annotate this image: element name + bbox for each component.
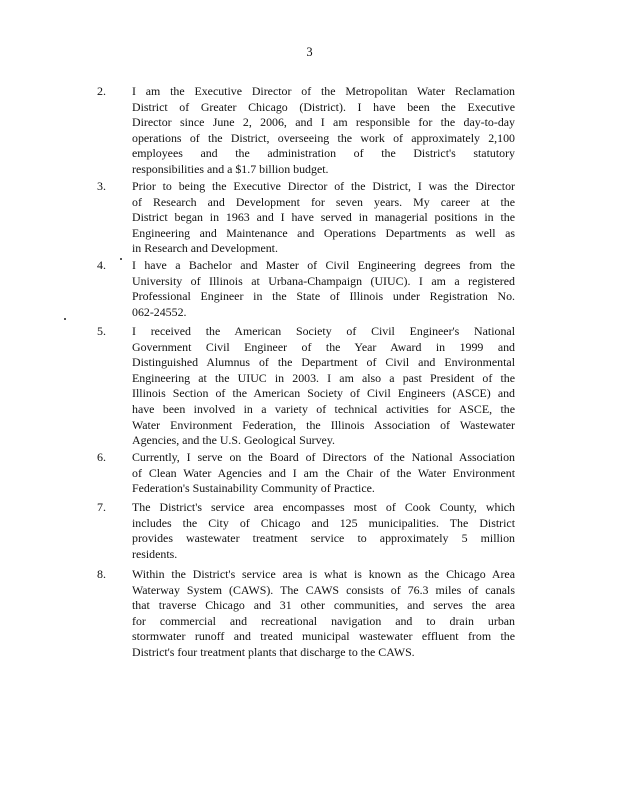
paragraph-text [132,324,515,449]
text-line: provides wastewater treatment service to approximately 5 million [132,531,515,546]
text-line: Currently, I serve on the Board of Directors of the National Association [132,450,515,464]
text-line: The District's service area encompasses most of Cook County, which [132,500,515,514]
paragraph-text [132,450,515,497]
paragraph-number: 2. [97,84,106,98]
paragraph-number: 7. [97,500,106,514]
text-line: in Research and Development. [132,241,278,256]
text-line: I am the Executive Director of the Metropolitan Water Reclamation [132,84,515,98]
paragraph-number: 3. [97,179,106,193]
text-line: Illinois Section of the American Society of Civil Engineers (ASCE) and [132,386,515,401]
text-line: 062-24552. [132,304,187,319]
text-line: for commercial and recreational navigation and to drain urban [132,613,515,628]
text-line: residents. [132,546,178,561]
text-line: Waterway System (CAWS). The CAWS consists of 76.3 miles of canals [132,582,515,597]
page-number: 3 [306,45,313,59]
text-line: Water Environment Federation, the Illinois Association of Wastewater [132,417,515,432]
text-line: Director since June 2, 2006, and I am responsible for the day-to-day [132,115,515,130]
paragraph-text [132,84,515,178]
text-line: Government Civil Engineer of the Year Award in 1999 and [132,339,515,354]
text-line: of Research and Development for seven years. My career at the [132,194,515,209]
scan-speck [64,318,66,320]
text-line: stormwater runoff and treated municipal wastewater effluent from the [132,629,515,644]
text-line: Distinguished Alumnus of the Department of Civil and Environmental [132,355,515,370]
text-line: includes the City of Chicago and 125 municipalities. The District [132,515,515,530]
text-line: of Clean Water Agencies and I am the Chair of the Water Environment [132,465,515,480]
text-line: Engineering and Maintenance and Operations Departments as well as [132,225,515,240]
text-line: I received the American Society of Civil Engineer's National [132,324,515,338]
paragraph-text [132,179,515,257]
paragraph-number: 6. [97,450,106,464]
paragraph-number: 4. [97,258,106,272]
text-line: operations of the District, overseeing the work of approximately 2,100 [132,130,515,145]
text-line: I have a Bachelor and Master of Civil Engineering degrees from the [132,258,515,272]
paragraph-number: 8. [97,567,106,581]
text-line: University of Illinois at Urbana-Champaign (UIUC). I am a registered [132,273,515,288]
text-line: Prior to being the Executive Director of the District, I was the Director [132,179,515,193]
paragraph-text [132,258,515,320]
text-line: Professional Engineer in the State of Illinois under Registration No. [132,289,515,304]
text-line: District's four treatment plants that discharge to the CAWS. [132,644,415,659]
text-line: that traverse Chicago and 31 other communities, and serves the area [132,598,515,613]
paragraph-number: 5. [97,324,106,338]
text-line: Agencies, and the U.S. Geological Survey. [132,433,335,448]
text-line: District began in 1963 and I have served in managerial positions in the [132,210,515,225]
paragraph-text [132,567,515,661]
text-line: responsibilities and a $1.7 billion budget. [132,161,329,176]
text-line: have been involved in a variety of technical activities for ASCE, the [132,401,515,416]
text-line: Within the District's service area is what is known as the Chicago Area [132,567,515,581]
text-line: employees and the administration of the District's statutory [132,146,515,161]
scan-speck [120,258,122,260]
text-line: District of Greater Chicago (District). I have been the Executive [132,99,515,114]
paragraph-text [132,500,515,562]
text-line: Federation's Sustainability Community of Practice. [132,481,375,496]
text-line: Engineering at the UIUC in 2003. I am also a past President of the [132,370,515,385]
